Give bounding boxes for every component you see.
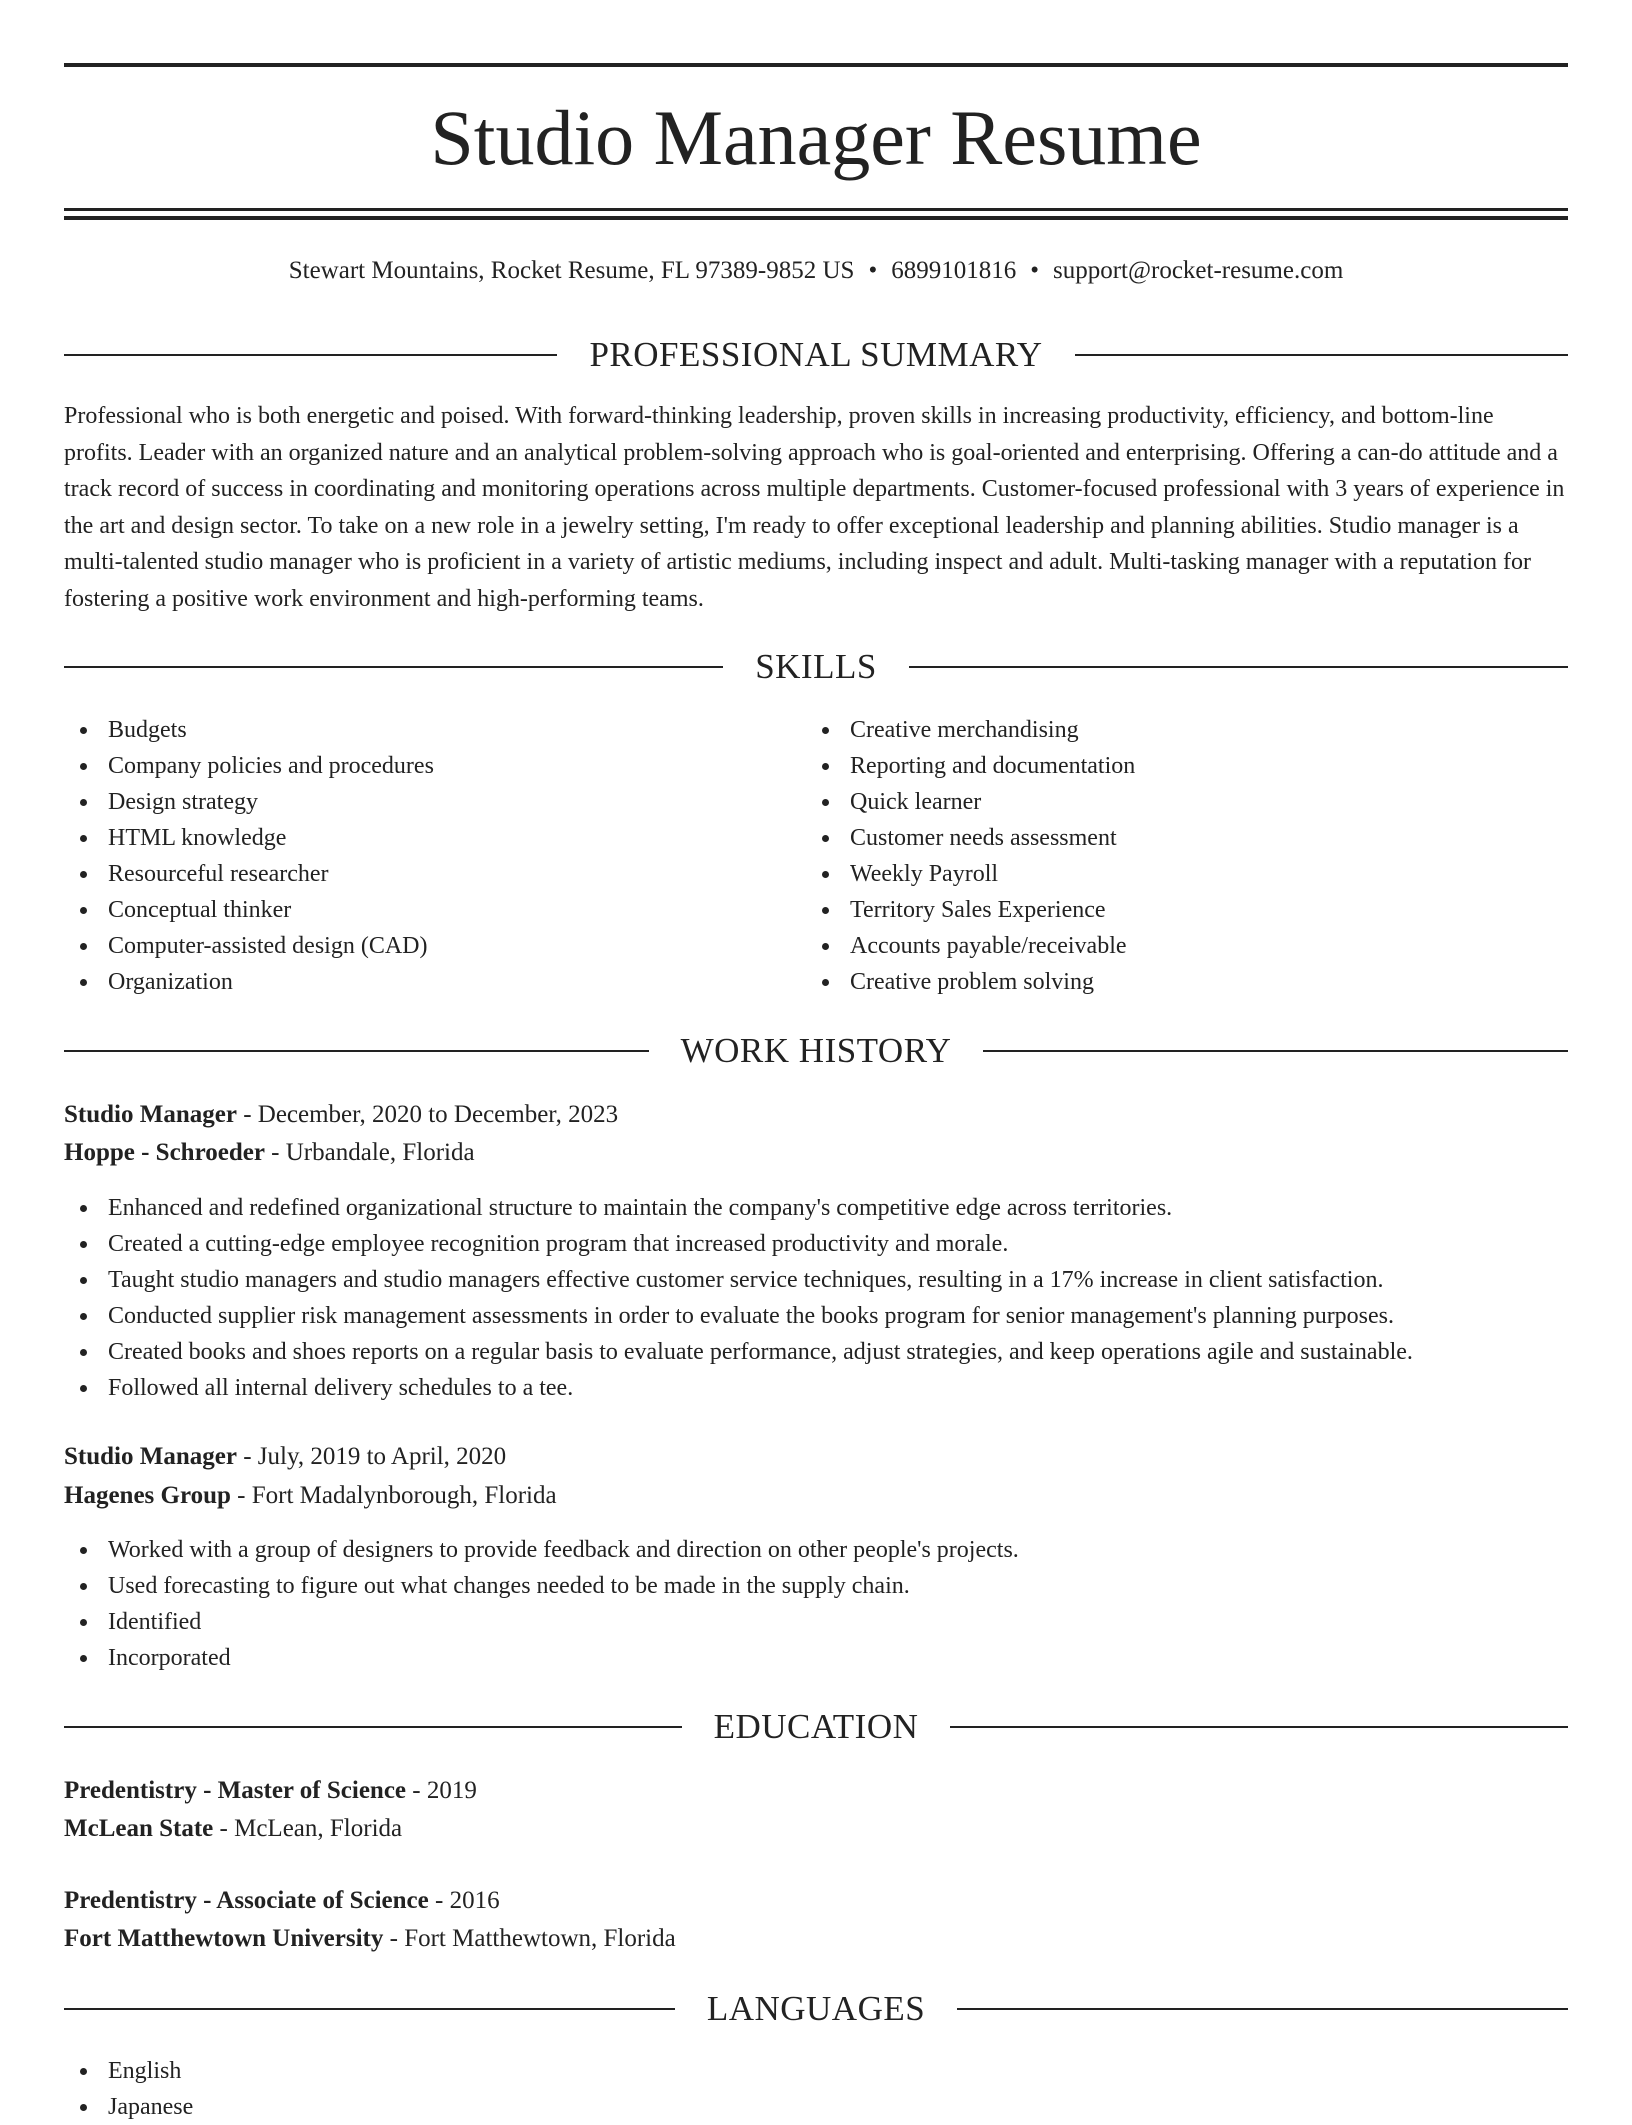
job-duties-list	[64, 1190, 1568, 1406]
education-degree-line: Predentistry - Master of Science - 2019	[64, 1777, 477, 1804]
top-rule	[64, 63, 1568, 67]
job-duty-item: Taught studio managers and studio managers effective customer service techniques, resulting in a 17% increase in client satisfaction.	[64, 1262, 1568, 1298]
heading-rule	[957, 2008, 1568, 2010]
job-duty-item: Worked with a group of designers to provide feedback and direction on other people's projects.	[64, 1532, 1568, 1568]
skills-list-left	[64, 712, 434, 1000]
summary-text: Professional who is both energetic and poised. With forward-thinking leadership, proven skills in increasing productivity, efficiency, and bottom-line profits. Leader with an organized nature and an analytical problem-solving approach who is goal-oriented and enterprising. Offering a can-do attitude and a track record of success in coordinating and monitoring operations across multiple departments. Customer-focused professional with 3 years of experience in the art and design sector. To take on a new role in a jewelry setting, I'm ready to offer exceptional leadership and planning abilities. Studio manager is a multi-talented studio manager who is proficient in a variety of artistic mediums, including inspect and adult. Multi-tasking manager with a reputation for fostering a positive work environment and high-performing teams.	[64, 403, 1565, 612]
section-heading-skills	[64, 645, 1568, 689]
language-item: English	[64, 2053, 1568, 2089]
job-company-line: Hoppe - Schroeder - Urbandale, Florida	[64, 1139, 475, 1166]
education-school-line: McLean State - McLean, Florida	[64, 1815, 403, 1842]
job-location: Fort Madalynborough, Florida	[251, 1482, 557, 1509]
education-degree: Predentistry - Master of Science	[64, 1777, 407, 1804]
education-school-line: Fort Matthewtown University - Fort Matthewtown, Florida	[64, 1925, 676, 1952]
education-location: McLean, Florida	[234, 1815, 403, 1842]
job-duty-item: Created books and shoes reports on a regular basis to evaluate performance, adjust strategies, and keep operations agile and sustainable.	[64, 1334, 1568, 1370]
section-title: SKILLS	[755, 647, 877, 686]
heading-rule	[64, 666, 723, 668]
contact-phone: 6899101816	[891, 257, 1017, 284]
heading-rule	[64, 2008, 675, 2010]
job-duty-item: Incorporated	[64, 1640, 1568, 1676]
education-school: McLean State	[64, 1815, 214, 1842]
job-title: Studio Manager	[64, 1443, 237, 1470]
job-duty-item: Created a cutting-edge employee recognition program that increased productivity and morale.	[64, 1226, 1568, 1262]
education-year: 2019	[426, 1777, 477, 1804]
job-duty-item: Identified	[64, 1604, 1568, 1640]
section-title: PROFESSIONAL SUMMARY	[589, 335, 1043, 374]
education-degree-line: Predentistry - Associate of Science - 2016	[64, 1887, 500, 1914]
skill-item: Accounts payable/receivable	[806, 928, 1135, 964]
job-duty-item: Conducted supplier risk management assessments in order to evaluate the books program for senior management's planning purposes.	[64, 1298, 1568, 1334]
skill-item: Customer needs assessment	[806, 820, 1135, 856]
title-double-rule	[64, 208, 1568, 220]
job-title-line: Studio Manager - July, 2019 to April, 2020	[64, 1443, 507, 1470]
section-heading-work-history	[64, 1029, 1568, 1073]
section-heading-education	[64, 1705, 1568, 1749]
contact-line	[64, 254, 1568, 288]
education-year: 2016	[449, 1887, 500, 1914]
job-dates: December, 2020 to December, 2023	[257, 1101, 619, 1128]
skill-item: Creative problem solving	[806, 964, 1135, 1000]
heading-rule	[983, 1050, 1568, 1052]
skill-item: Resourceful researcher	[64, 856, 434, 892]
job-title: Studio Manager	[64, 1101, 237, 1128]
languages-list	[64, 2053, 1568, 2125]
skill-item: Weekly Payroll	[806, 856, 1135, 892]
heading-rule	[64, 1726, 682, 1728]
education-school: Fort Matthewtown University	[64, 1925, 384, 1952]
skill-item: Computer-assisted design (CAD)	[64, 928, 434, 964]
contact-separator: •	[1030, 257, 1039, 284]
contact-address: Stewart Mountains, Rocket Resume, FL 97389-9852 US	[288, 257, 855, 284]
job-duty-item: Used forecasting to figure out what changes needed to be made in the supply chain.	[64, 1568, 1568, 1604]
job-dates: July, 2019 to April, 2020	[257, 1443, 507, 1470]
skill-item: Territory Sales Experience	[806, 892, 1135, 928]
heading-rule	[64, 354, 557, 356]
skill-item: Budgets	[64, 712, 434, 748]
job-company-line: Hagenes Group - Fort Madalynborough, Florida	[64, 1482, 557, 1509]
skills-list-right	[806, 712, 1135, 1000]
contact-separator: •	[868, 257, 878, 284]
heading-rule	[1075, 354, 1568, 356]
heading-rule	[64, 1050, 649, 1052]
skill-item: Organization	[64, 964, 434, 1000]
job-duties-list	[64, 1532, 1568, 1676]
job-company: Hagenes Group	[64, 1482, 231, 1509]
skill-item: Company policies and procedures	[64, 748, 434, 784]
education-location: Fort Matthewtown, Florida	[404, 1925, 676, 1952]
job-company: Hoppe - Schroeder	[64, 1139, 265, 1166]
education-degree: Predentistry - Associate of Science	[64, 1887, 429, 1914]
section-title: EDUCATION	[713, 1707, 919, 1746]
job-duty-item: Enhanced and redefined organizational structure to maintain the company's competitive edge across territories.	[64, 1190, 1568, 1226]
section-title: LANGUAGES	[706, 1989, 926, 2028]
section-heading-summary	[64, 333, 1568, 377]
skill-item: HTML knowledge	[64, 820, 434, 856]
skill-item: Conceptual thinker	[64, 892, 434, 928]
skill-item: Reporting and documentation	[806, 748, 1135, 784]
job-duty-item: Followed all internal delivery schedules to a tee.	[64, 1370, 1568, 1406]
skill-item: Creative merchandising	[806, 712, 1135, 748]
section-title: WORK HISTORY	[680, 1031, 952, 1070]
skill-item: Quick learner	[806, 784, 1135, 820]
skill-item: Design strategy	[64, 784, 434, 820]
page-title: Studio Manager Resume	[430, 94, 1202, 181]
heading-rule	[950, 1726, 1568, 1728]
language-item: Japanese	[64, 2089, 1568, 2125]
job-title-line: Studio Manager - December, 2020 to December, 2023	[64, 1101, 619, 1128]
contact-email: support@rocket-resume.com	[1052, 257, 1344, 284]
job-location: Urbandale, Florida	[285, 1139, 475, 1166]
section-heading-languages	[64, 1987, 1568, 2031]
heading-rule	[909, 666, 1568, 668]
